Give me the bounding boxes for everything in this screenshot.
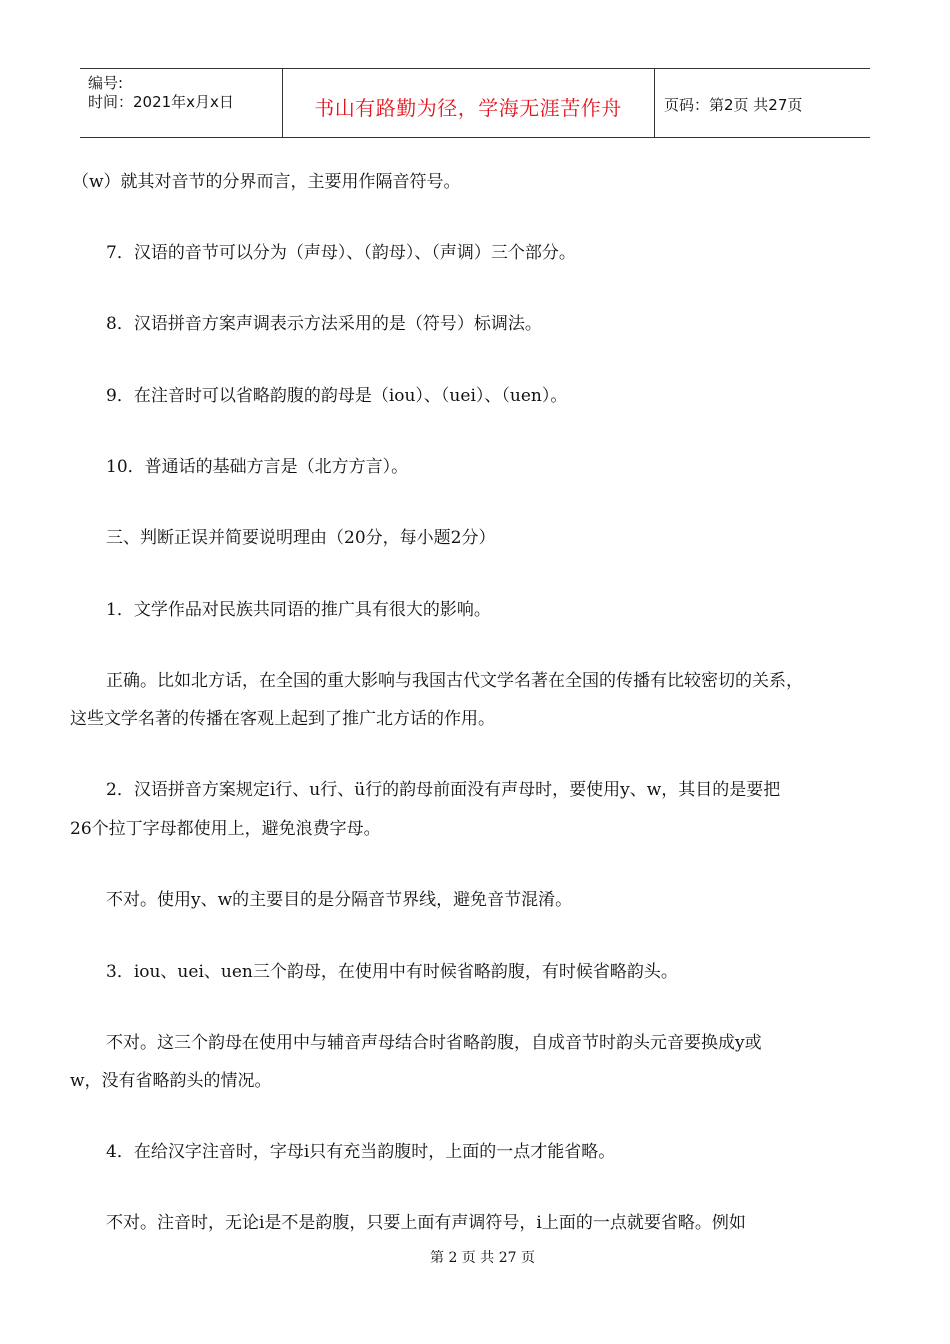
question-4: 4．在给汉字注音时，字母i只有充当韵腹时，上面的一点才能省略。 bbox=[106, 1142, 616, 1162]
document-number-label: 编号: bbox=[88, 74, 124, 92]
fill-item-7: 7．汉语的音节可以分为（声母）、（韵母）、（声调）三个部分。 bbox=[106, 243, 576, 263]
header-meta-cell bbox=[80, 69, 283, 137]
header-page-cell bbox=[654, 69, 870, 137]
answer-1-line-1: 正确。比如北方话，在全国的重大影响与我国古代文学名著在全国的传播有比较密切的关系， bbox=[106, 671, 803, 691]
question-2-line-1: 2．汉语拼音方案规定i行、u行、ü行的韵母前面没有声母时，要使用y、w，其目的是要把 bbox=[106, 780, 781, 800]
fill-item-10: 10．普通话的基础方言是（北方方言）。 bbox=[106, 457, 409, 477]
header-page-info: 页码：第2页 共27页 bbox=[664, 96, 803, 114]
question-2-line-2: 26个拉丁字母都使用上，避免浪费字母。 bbox=[70, 819, 381, 839]
answer-3-line-2: w，没有省略韵头的情况。 bbox=[70, 1071, 272, 1091]
fill-item-9: 9．在注音时可以省略韵腹的韵母是（iou）、（uei）、（uen）。 bbox=[106, 386, 568, 406]
header-motto-cell bbox=[282, 69, 655, 137]
section-heading: 三、判断正误并简要说明理由（20分，每小题2分） bbox=[106, 528, 496, 548]
paragraph: （w）就其对音节的分界而言，主要用作隔音符号。 bbox=[72, 172, 461, 192]
document-date-label: 时间：2021年x月x日 bbox=[88, 93, 234, 111]
answer-2: 不对。使用y、w的主要目的是分隔音节界线，避免音节混淆。 bbox=[106, 890, 573, 910]
question-1: 1．文学作品对民族共同语的推广具有很大的影响。 bbox=[106, 600, 491, 620]
answer-4-line-1: 不对。注音时，无论i是不是韵腹，只要上面有声调符号，i上面的一点就要省略。例如 bbox=[106, 1213, 746, 1233]
page-header bbox=[80, 68, 870, 138]
fill-item-8: 8．汉语拼音方案声调表示方法采用的是（符号）标调法。 bbox=[106, 314, 542, 334]
answer-1-line-2: 这些文学名著的传播在客观上起到了推广北方话的作用。 bbox=[70, 709, 495, 729]
header-motto: 书山有路勤为径，学海无涯苦作舟 bbox=[314, 96, 622, 120]
page-footer: 第 2 页 共 27 页 bbox=[430, 1250, 535, 1266]
question-3: 3．iou、uei、uen三个韵母，在使用中有时候省略韵腹，有时候省略韵头。 bbox=[106, 962, 678, 982]
answer-3-line-1: 不对。这三个韵母在使用中与辅音声母结合时省略韵腹，自成音节时韵头元音要换成y或 bbox=[106, 1033, 762, 1053]
